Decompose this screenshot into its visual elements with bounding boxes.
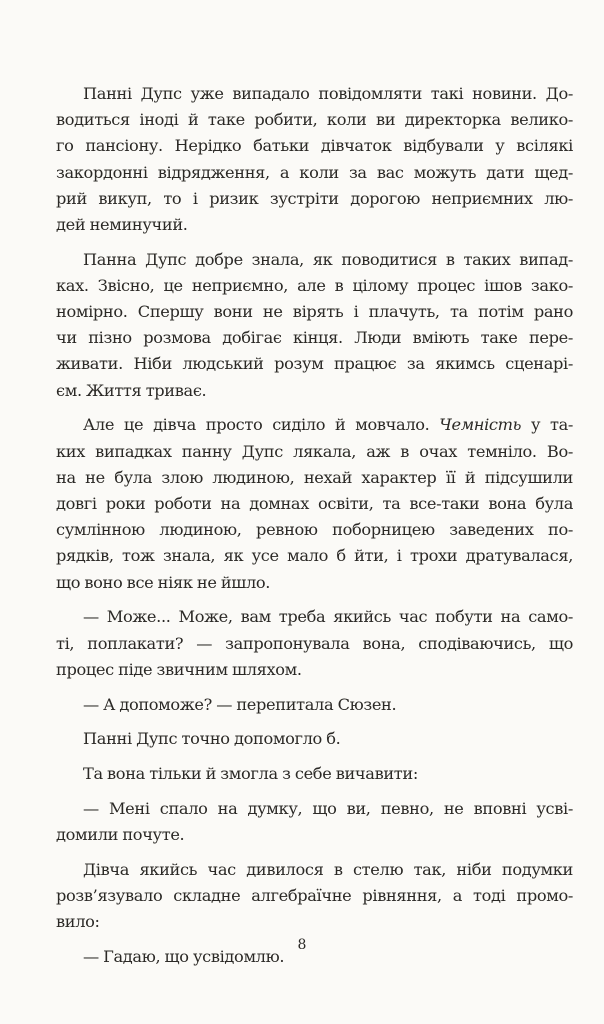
text-line: Та вона тільки й змогла з себе вичавити: (83, 764, 418, 784)
text-line: — Гадаю, що усвідомлю. (83, 946, 285, 966)
text-line: ті, поплакати? — запропонувала вона, сподіваючись, що (56, 633, 573, 653)
text-line: — Може... Може, вам треба якийсь час побути на само- (83, 607, 573, 627)
paragraph (56, 857, 573, 936)
paragraph (56, 796, 573, 848)
text-line: чи пізно розмова добігає кінця. Люди вміють таке пере- (56, 328, 573, 348)
text-line: ках. Звісно, це неприємно, але в цілому процес ішов зако- (56, 275, 573, 295)
text-line: Дівча якийсь час дивилося в стелю так, ніби подумки (83, 859, 573, 879)
paragraph (56, 81, 573, 238)
text-line: — А допоможе? — перепитала Сюзен. (83, 694, 397, 714)
text-line: дей неминучий. (56, 214, 188, 234)
text-line (56, 412, 573, 438)
text-line: довгі роки роботи на домнах освіти, та все-таки вона була (56, 494, 573, 513)
text-line: закордонні відрядження, а коли за вас можуть дати щед- (56, 162, 573, 182)
text-line: Панні Дупс уже випадало повідомляти такі новини. До- (83, 84, 573, 103)
text-line: Панні Дупс точно допомогло б. (83, 729, 341, 749)
text-line: домили почуте. (56, 825, 185, 845)
text-line: що воно все ніяк не йшло. (56, 572, 271, 592)
text-line: рий викуп, то і ризик зустріти дорогою неприємних лю- (56, 188, 573, 208)
text-line: го пансіону. Нерідко батьки дівчаток відбували у всілякі (56, 136, 573, 156)
text-line: — Мені спало на думку, що ви, певно, не вповні усві- (83, 798, 573, 818)
text-line: на не була злою людиною, нехай характер її й підсушили (56, 467, 573, 487)
text-line: Панна Дупс добре знала, як поводитися в таких випад- (83, 249, 573, 269)
text-line: сумлінною людиною, ревною поборницею заведених по- (56, 520, 573, 540)
text-run: у та- (521, 415, 573, 435)
text-line: живати. Ніби людський розум працює за якимсь сценарі- (56, 354, 573, 374)
text-line: розв’язувало складне алгебраїчне рівняння, а тоді промо- (56, 886, 573, 905)
text-line: водиться іноді й таке робити, коли ви директорка велико- (56, 110, 573, 130)
text-line: рядків, тож знала, як усе мало б йти, і трохи дратувалася, (56, 546, 573, 566)
paragraph (56, 247, 573, 404)
text-line: вило: (56, 912, 100, 932)
text-line: ких випадках панну Дупс лякала, аж в очах темніло. Во- (56, 441, 573, 461)
paragraph (56, 761, 573, 787)
text-line: процес піде звичним шляхом. (56, 659, 302, 679)
italic-word: Чемність (439, 415, 522, 435)
paragraph (56, 726, 573, 752)
page-number: 8 (297, 937, 307, 953)
body-text (56, 81, 573, 970)
text-line: номірно. Спершу вони не вірять і плачуть, та потім рано (56, 302, 573, 322)
paragraph (56, 412, 573, 595)
text-line: єм. Життя триває. (56, 380, 207, 400)
text-run: Але це дівча просто сиділо й мовчало. (83, 415, 440, 435)
paragraph (56, 604, 573, 683)
paragraph (56, 692, 573, 718)
